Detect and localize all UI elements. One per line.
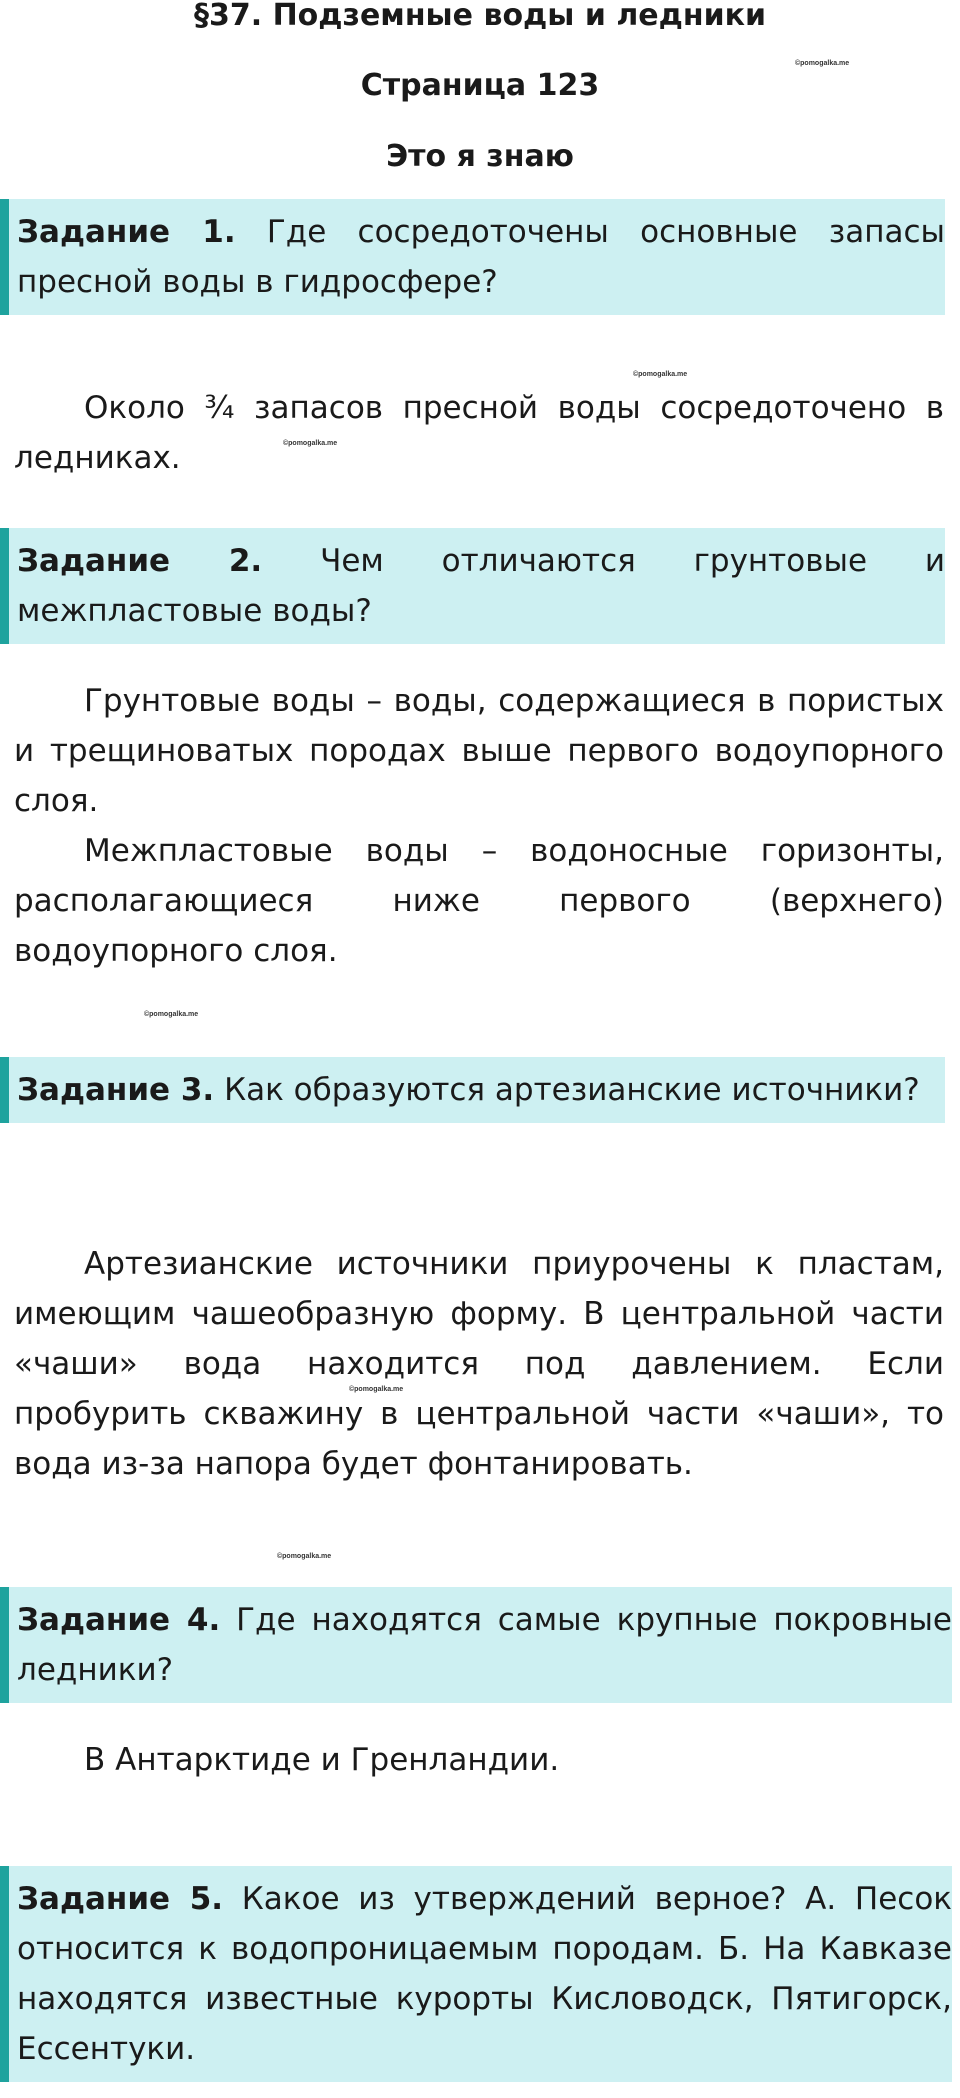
watermark: ©pomogalka.me	[277, 1553, 332, 1560]
task-label: Задание 4.	[17, 1602, 221, 1638]
watermark: ©pomogalka.me	[283, 440, 338, 447]
task-question: Где находятся самые крупные покровные ледники?	[17, 1602, 953, 1688]
watermark: ©pomogalka.me	[795, 60, 850, 67]
section-heading: Это я знаю	[386, 139, 574, 174]
task-label: Задание 2.	[17, 543, 263, 579]
task-question: Какое из утверждений верное? А. Песок относится к водопроницаемым породам. Б. На Кавказе находятся известные курорты Кисловодск, Пятигорск, Ессентуки.	[17, 1881, 953, 2067]
task-answer-3	[14, 1239, 944, 1489]
answer-paragraph: Около ¾ запасов пресной воды сосредоточено в ледниках.	[14, 390, 944, 476]
task-box-5	[0, 1866, 952, 2082]
task-answer-1	[14, 383, 944, 483]
task-box-1	[0, 199, 945, 315]
task-question: Чем отличаются грунтовые и межпластовые воды?	[17, 543, 946, 629]
page-number: Страница 123	[360, 68, 600, 103]
task-box-3	[0, 1057, 945, 1123]
page-title: §37. Подземные воды и ледники	[193, 0, 767, 33]
answer-paragraph: Артезианские источники приурочены к пластам, имеющим чашеобразную форму. В центральной части «чаши» вода находится под давлением. Если пробурить скважину в центральной части «чаши», то вода из-за напора будет фонтанировать.	[14, 1246, 944, 1482]
task-label: Задание 5.	[17, 1881, 224, 1917]
watermark: ©pomogalka.me	[349, 1386, 404, 1393]
watermark: ©pomogalka.me	[633, 371, 688, 378]
watermark: ©pomogalka.me	[144, 1011, 199, 1018]
task-label: Задание 1.	[17, 214, 236, 250]
task-label: Задание 3.	[17, 1072, 215, 1108]
task-question: Где сосредоточены основные запасы пресной воды в гидросфере?	[17, 214, 946, 300]
task-answer-2	[14, 676, 944, 976]
task-box-4	[0, 1587, 952, 1703]
answer-paragraph: В Антарктиде и Гренландии.	[84, 1742, 560, 1778]
answer-paragraph: Грунтовые воды – воды, содержащиеся в пористых и трещиноватых породах выше первого водоупорного слоя.	[14, 683, 944, 819]
task-question: Как образуются артезианские источники?	[224, 1072, 920, 1108]
task-answer-4	[14, 1735, 944, 1785]
answer-paragraph: Межпластовые воды – водоносные горизонты, располагающиеся ниже первого (верхнего) водоупорного слоя.	[14, 833, 944, 969]
task-box-2	[0, 528, 945, 644]
